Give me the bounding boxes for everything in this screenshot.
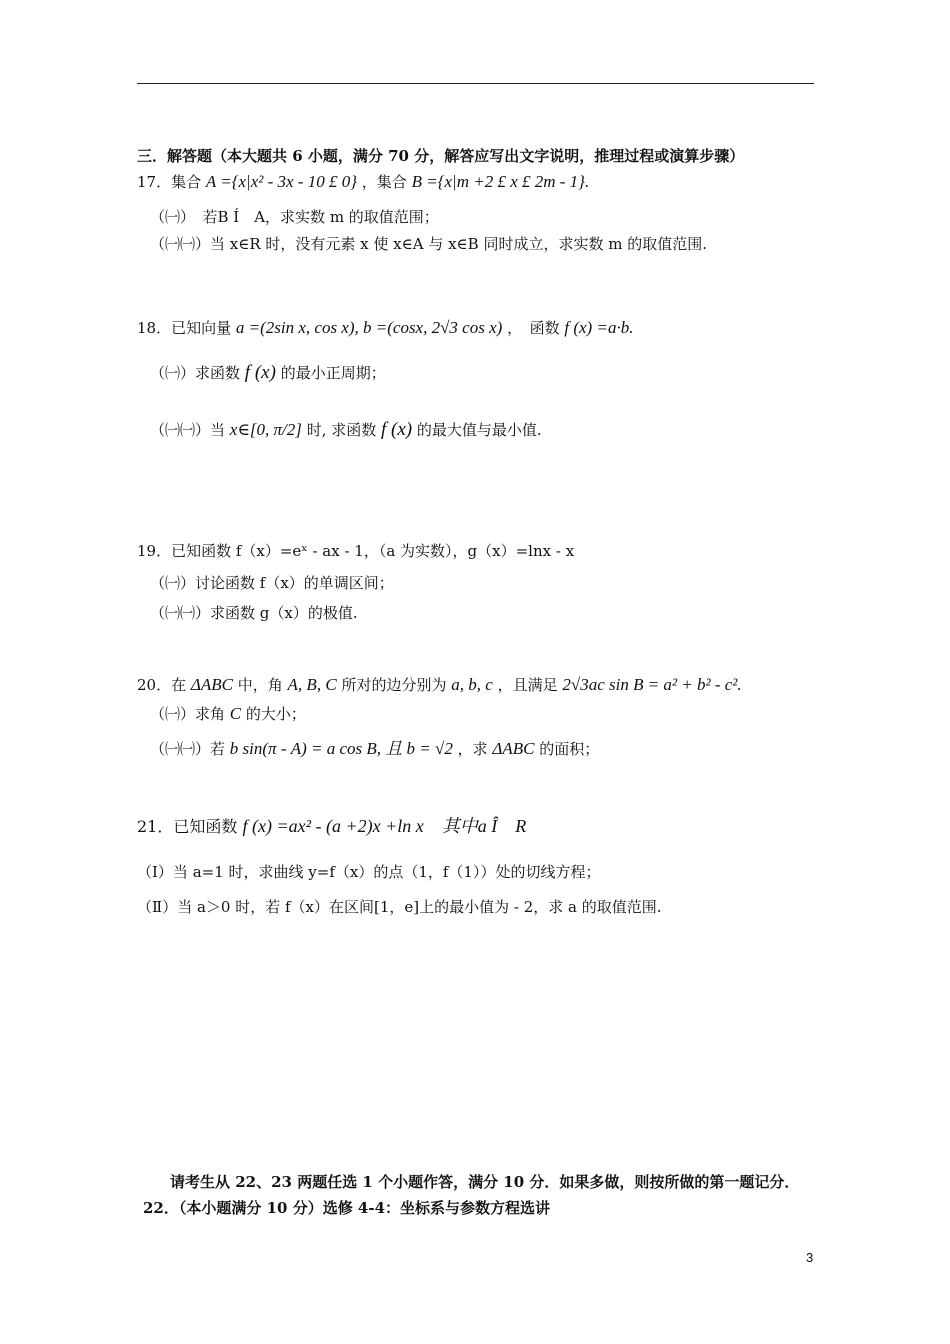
q20-triangle: ΔABC [190,675,233,694]
q20-angles: A, B, C [287,675,337,694]
choose-note: 请考生从 22、23 两题任选 1 个小题作答，满分 10 分．如果多做，则按所做的第一题记分． [170,1173,800,1191]
q21-part1: （Ⅰ）当 a=1 时，求曲线 y=f（x）的点（1，f（1））处的切线方程； [137,863,601,881]
q21-formula: f (x) =ax² - (a +2)x +ln x 其中a Î R [242,816,527,836]
q20-part1-b: 的大小； [245,705,306,723]
page-number: 3 [806,1250,814,1265]
q20-part2 [150,738,599,760]
q18-part2-b: 时, 求函数 [306,421,377,439]
q18-part1-b: 的最小正周期； [280,364,386,382]
header-rule [137,83,814,84]
q20-b: 中，角 [237,676,283,694]
q17-part2: （㈠㈠）当 x∈R 时，没有元素 x 使 x∈A 与 x∈B 同时成立，求实数 m 的取值范围. [150,235,707,253]
q17-stem [137,171,589,193]
section-heading: 三．解答题（本大题共 6 小题，满分 70 分，解答应写出文字说明，推理过程或演算步骤） [137,147,745,165]
q17-set-a: A ={x|x² - 3x - 10 £ 0} [205,172,357,191]
q20-part1 [150,703,306,725]
q18-part1 [150,362,386,384]
q18-part2-c: 的最大值与最小值. [416,421,542,439]
q18-part1-a: （㈠）求函数 [150,364,241,382]
q21-label: 21．已知函数 [137,817,238,836]
q21-part2: （Ⅱ）当 a＞0 时，若 f（x）在区间[1，e]上的最小值为 - 2，求 a 的取值范围. [137,898,662,916]
q20-part1-a: （㈠）求角 [150,705,226,723]
q20-part2-condition: b sin(π - A) = a cos B, 且 b = √2 [229,739,453,758]
q20-part2-b: ，求 [457,740,488,758]
q18-vectors: a =(2sin x, cos x), b =(cosx, 2√3 cos x) [235,318,503,337]
q17-set-b: B ={x|m +2 £ x £ 2m - 1}. [411,172,590,191]
q18-part2-interval: x∈[0, π/2] [229,420,302,439]
q20-stem [137,674,742,696]
q20-d: ，且满足 [497,676,558,694]
q19-stem: 19．已知函数 f（x）=eˣ - ax - 1，（a 为实数），g（x）=lnx - x [137,542,575,560]
q19-part2: （㈠㈠）求函数 g（x）的极值. [150,604,358,622]
q20-part1-c: C [229,704,242,723]
q17-label: 17．集合 [137,173,202,191]
q20-a: 20．在 [137,676,187,694]
q18-part2 [150,419,542,441]
q22-heading: 22．（本小题满分 10 分）选修 4-4：坐标系与参数方程选讲 [143,1199,551,1217]
q18-label: 18．已知向量 [137,319,232,337]
q18-func-label: ， 函数 [507,319,560,337]
q20-sides: a, b, c [451,675,493,694]
q19-part1: （㈠）讨论函数 f（x）的单调区间； [150,574,394,592]
q20-condition: 2√3ac sin B = a² + b² - c². [562,675,742,694]
q20-part2-a: （㈠㈠）若 [150,740,226,758]
q21-stem [137,815,526,838]
q18-func: f (x) =a·b. [564,318,634,337]
q18-part1-f: f (x) [244,362,276,383]
q18-part2-a: （㈠㈠）当 [150,421,226,439]
q20-c: 所对的边分别为 [341,676,447,694]
q20-part2-c: 的面积； [539,740,600,758]
q17-part1: （㈠） 若B Í A，求实数 m 的取值范围； [150,208,439,226]
q20-part2-triangle: ΔABC [492,739,535,758]
q18-part2-f: f (x) [381,419,413,440]
q17-label-b: ，集合 [361,173,407,191]
q18-stem [137,317,633,339]
